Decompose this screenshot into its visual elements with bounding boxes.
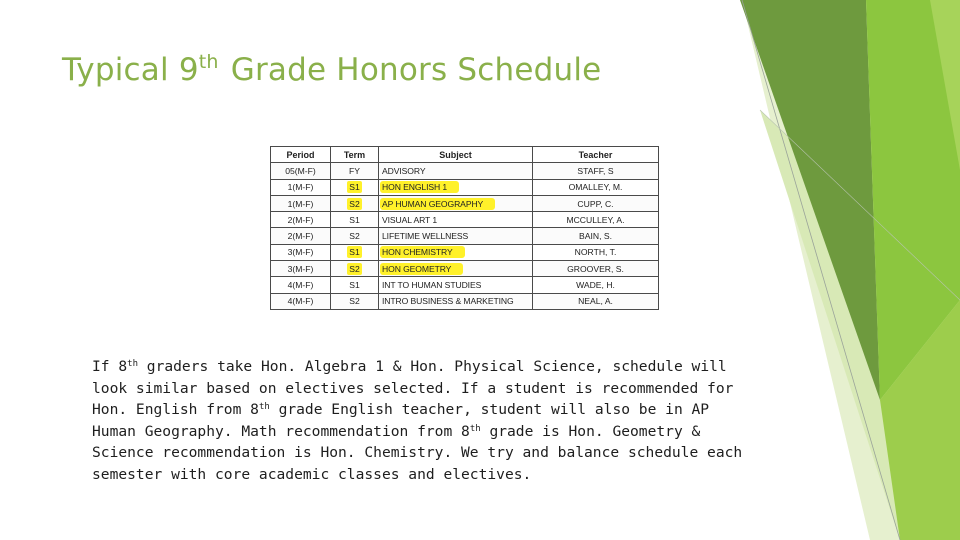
cell-period: 05(M-F) xyxy=(271,163,331,179)
body-superscript-2: th xyxy=(258,402,270,413)
cell-subject xyxy=(379,261,533,277)
cell-subject: INT TO HUMAN STUDIES xyxy=(379,277,533,293)
highlighted-subject: HON ENGLISH 1 xyxy=(380,181,459,193)
table-row xyxy=(271,244,659,260)
highlighted-term: S2 xyxy=(349,198,360,209)
cell-term xyxy=(331,195,379,211)
cell-subject xyxy=(379,244,533,260)
cell-teacher: BAIN, S. xyxy=(533,228,659,244)
deco-dark-band xyxy=(740,0,880,400)
body-text-1: If 8 xyxy=(92,358,128,375)
highlighted-term: S1 xyxy=(349,182,360,193)
cell-subject xyxy=(379,195,533,211)
body-text-2: graders take Hon. Algebra 1 & Hon. Physical Science, schedule will look similar based on electives selected. If a student is recommended for Hon. English from 8 xyxy=(92,358,734,419)
highlighted-subject: HON CHEMISTRY xyxy=(380,246,465,258)
cell-term: FY xyxy=(331,163,379,179)
highlighted-subject: HON GEOMETRY xyxy=(380,263,463,275)
header-teacher: Teacher xyxy=(533,147,659,163)
cell-subject: VISUAL ART 1 xyxy=(379,212,533,228)
cell-subject: ADVISORY xyxy=(379,163,533,179)
slide-title xyxy=(62,52,601,88)
cell-period: 4(M-F) xyxy=(271,277,331,293)
cell-teacher: NORTH, T. xyxy=(533,244,659,260)
cell-term: S1 xyxy=(331,212,379,228)
title-suffix: Grade Honors Schedule xyxy=(220,52,602,88)
cell-period: 3(M-F) xyxy=(271,261,331,277)
cell-period: 4(M-F) xyxy=(271,293,331,309)
header-period: Period xyxy=(271,147,331,163)
cell-teacher: GROOVER, S. xyxy=(533,261,659,277)
schedule-table xyxy=(270,146,659,310)
cell-subject: INTRO BUSINESS & MARKETING xyxy=(379,293,533,309)
table-row xyxy=(271,179,659,195)
header-subject: Subject xyxy=(379,147,533,163)
table-row xyxy=(271,277,659,293)
cell-subject xyxy=(379,179,533,195)
highlighted-subject: AP HUMAN GEOGRAPHY xyxy=(380,198,495,210)
table-row xyxy=(271,163,659,179)
cell-teacher: NEAL, A. xyxy=(533,293,659,309)
body-text-3: grade English teacher, student will also be in AP Human Geography. Math recommendation from 8 xyxy=(92,401,710,440)
highlighted-term: S2 xyxy=(349,263,360,274)
highlighted-term: S1 xyxy=(349,247,360,258)
cell-period: 3(M-F) xyxy=(271,244,331,260)
cell-subject: LIFETIME WELLNESS xyxy=(379,228,533,244)
table-row xyxy=(271,293,659,309)
cell-term xyxy=(331,244,379,260)
cell-term: S1 xyxy=(331,277,379,293)
body-paragraph xyxy=(92,356,752,486)
header-term: Term xyxy=(331,147,379,163)
schedule-header-row xyxy=(271,147,659,163)
cell-teacher: MCCULLEY, A. xyxy=(533,212,659,228)
cell-teacher: OMALLEY, M. xyxy=(533,179,659,195)
cell-period: 1(M-F) xyxy=(271,179,331,195)
cell-teacher: WADE, H. xyxy=(533,277,659,293)
cell-term xyxy=(331,179,379,195)
cell-term: S2 xyxy=(331,293,379,309)
cell-teacher: STAFF, S xyxy=(533,163,659,179)
cell-teacher: CUPP, C. xyxy=(533,195,659,211)
table-row xyxy=(271,195,659,211)
table-row xyxy=(271,212,659,228)
table-row xyxy=(271,261,659,277)
cell-period: 2(M-F) xyxy=(271,212,331,228)
body-superscript-1: th xyxy=(127,359,138,369)
cell-term xyxy=(331,261,379,277)
body-text-4: grade is Hon. Geometry & Science recommendation is Hon. Chemistry. We try and balance schedule each semester with core academic classes and electives. xyxy=(92,422,743,483)
title-superscript: th xyxy=(198,51,219,73)
title-prefix: Typical 9 xyxy=(62,52,199,88)
schedule-image xyxy=(270,146,658,312)
table-row xyxy=(271,228,659,244)
cell-period: 1(M-F) xyxy=(271,195,331,211)
body-superscript-3: th xyxy=(469,423,481,434)
cell-period: 2(M-F) xyxy=(271,228,331,244)
cell-term: S2 xyxy=(331,228,379,244)
